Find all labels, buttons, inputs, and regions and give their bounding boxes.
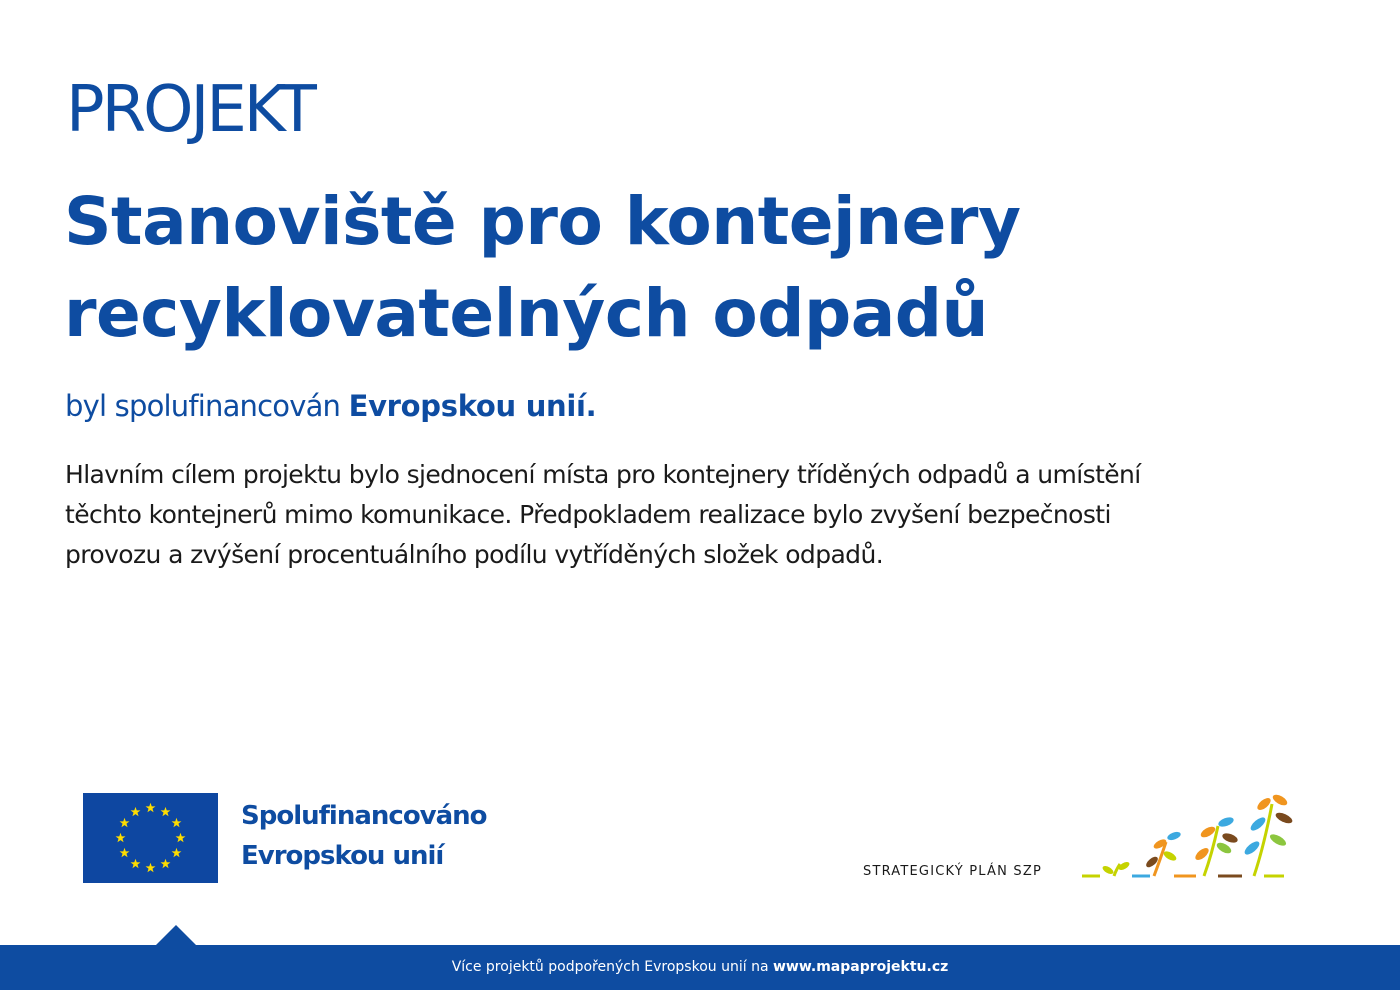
cofinanced-emphasis: Evropskou unií. xyxy=(348,389,597,423)
footer-link[interactable]: www.mapaprojektu.cz xyxy=(772,959,949,975)
eu-star-icon xyxy=(146,803,156,812)
eu-stars xyxy=(83,793,218,883)
szp-logo-icon xyxy=(1078,790,1300,885)
project-description xyxy=(65,455,1315,575)
eu-logo-text xyxy=(241,796,487,876)
description-line3: provozu a zvýšení procentuálního podílu vytříděných složek odpadů. xyxy=(65,540,884,569)
eu-star-icon xyxy=(172,848,182,857)
eu-star-icon xyxy=(161,807,171,816)
footer-prefix: Více projektů podpořených Evropskou unií na xyxy=(451,959,773,975)
eu-star-icon xyxy=(176,833,186,842)
cofinanced-prefix: byl spolufinancován xyxy=(65,389,349,423)
eu-star-icon xyxy=(172,818,182,827)
eu-logo-line2: Evropskou unií xyxy=(241,841,444,871)
project-title xyxy=(64,176,1264,360)
project-title-line1: Stanoviště pro kontejnery xyxy=(64,183,1021,260)
eu-star-icon xyxy=(161,859,171,868)
cofinanced-statement xyxy=(65,386,596,426)
project-title-line2: recyklovatelných odpadů xyxy=(64,275,989,352)
eu-star-icon xyxy=(116,833,126,842)
eu-star-icon xyxy=(131,859,141,868)
description-line1: Hlavním cílem projektu bylo sjednocení místa pro kontejnery tříděných odpadů a umístění xyxy=(65,460,1141,489)
eu-star-icon xyxy=(120,848,130,857)
eu-flag-icon xyxy=(83,793,218,883)
footer-text xyxy=(0,945,1400,990)
eu-star-icon xyxy=(131,807,141,816)
eu-star-icon xyxy=(120,818,130,827)
eu-star-icon xyxy=(146,863,156,872)
footer-notch xyxy=(155,925,197,946)
eu-logo-line1: Spolufinancováno xyxy=(241,801,487,831)
szp-label: STRATEGICKÝ PLÁN SZP xyxy=(863,864,1042,879)
project-kicker: PROJEKT xyxy=(66,73,314,147)
description-line2: těchto kontejnerů mimo komunikace. Předpokladem realizace bylo zvyšení bezpečnosti xyxy=(65,500,1111,529)
